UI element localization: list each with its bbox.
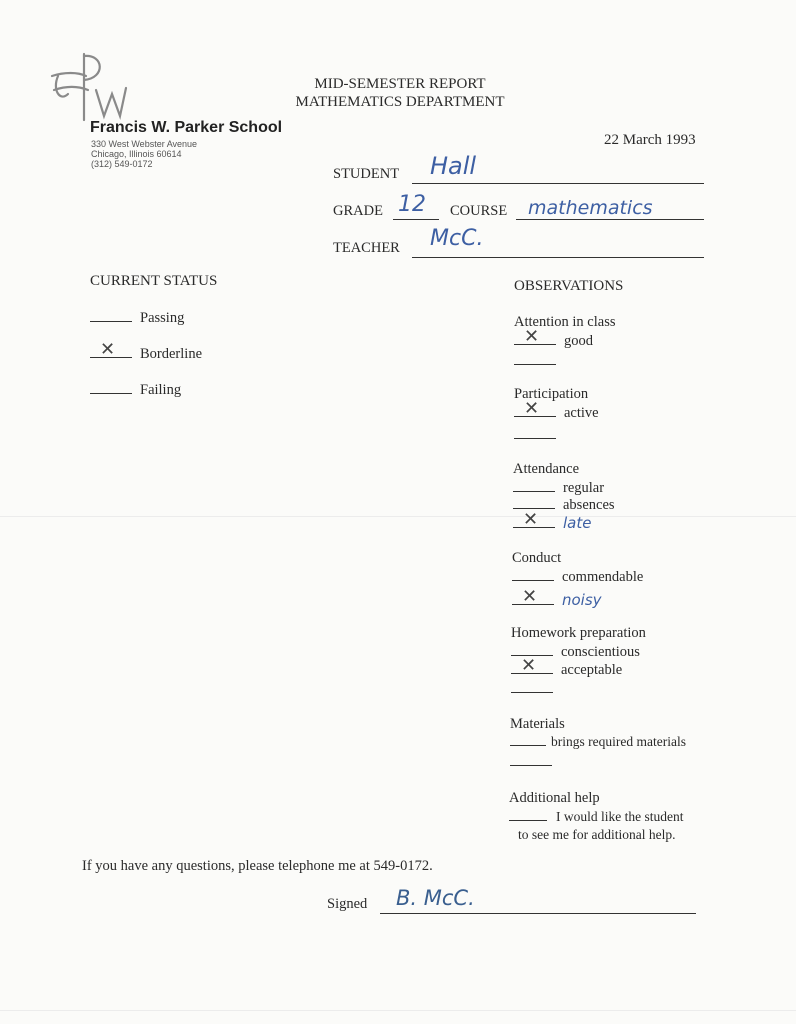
status-borderline-label: Borderline bbox=[140, 346, 203, 362]
conduct-noisy-written: noisy bbox=[562, 591, 602, 609]
school-logo-icon bbox=[44, 50, 130, 122]
status-passing bbox=[90, 310, 184, 327]
conduct-commendable bbox=[512, 569, 643, 586]
attention-good-check bbox=[514, 326, 556, 347]
materials-brings bbox=[510, 734, 686, 750]
participation-active-label: active bbox=[564, 405, 599, 421]
attendance-late-written: late bbox=[563, 514, 592, 532]
homework-acceptable bbox=[511, 655, 623, 679]
student-label: STUDENT bbox=[333, 166, 400, 182]
paper-fold bbox=[0, 1010, 796, 1011]
attention-title: Attention in class bbox=[514, 314, 616, 330]
report-date: 22 March 1993 bbox=[604, 132, 696, 148]
paper-fold bbox=[0, 516, 796, 517]
conduct-noisy bbox=[512, 586, 602, 610]
x-mark-icon: ✕ bbox=[522, 586, 538, 607]
attendance-regular-label: regular bbox=[563, 480, 605, 496]
help-line2: to see me for additional help. bbox=[518, 827, 676, 842]
x-mark-icon: ✕ bbox=[100, 339, 116, 360]
student-line bbox=[412, 183, 704, 184]
status-failing bbox=[90, 382, 181, 399]
course-line bbox=[516, 219, 704, 220]
help-line1 bbox=[509, 809, 683, 825]
x-mark-icon: ✕ bbox=[524, 326, 540, 347]
status-borderline-check bbox=[90, 339, 132, 360]
homework-acceptable-label: acceptable bbox=[561, 662, 623, 678]
attention-other-blank bbox=[514, 364, 556, 365]
teacher-value: McC. bbox=[430, 226, 484, 251]
course-label: COURSE bbox=[450, 203, 508, 219]
homework-other-blank bbox=[511, 692, 553, 693]
grade-label: GRADE bbox=[333, 203, 383, 219]
status-passing-blank bbox=[90, 319, 132, 322]
help-line1-label: I would like the student bbox=[556, 809, 684, 824]
help-blank bbox=[509, 818, 547, 821]
school-name: Francis W. Parker School bbox=[90, 119, 283, 136]
participation-title: Participation bbox=[514, 386, 589, 402]
conduct-commendable-label: commendable bbox=[562, 569, 644, 585]
signature-line bbox=[380, 913, 696, 914]
teacher-line bbox=[412, 257, 704, 258]
homework-title: Homework preparation bbox=[511, 625, 646, 641]
address-line-1: 330 West Webster Avenue bbox=[91, 139, 198, 149]
report-title: MID-SEMESTER REPORT bbox=[314, 76, 486, 92]
status-borderline bbox=[90, 339, 203, 363]
homework-acceptable-check bbox=[511, 655, 553, 676]
participation-active bbox=[514, 398, 599, 422]
materials-brings-blank bbox=[510, 743, 546, 746]
x-mark-icon: ✕ bbox=[523, 509, 539, 530]
grade-line bbox=[393, 219, 439, 220]
attendance-regular-blank bbox=[513, 489, 555, 492]
school-address bbox=[91, 139, 197, 169]
attendance-absences-label: absences bbox=[563, 497, 615, 513]
conduct-noisy-check bbox=[512, 586, 554, 607]
signature: B. McC. bbox=[396, 886, 475, 910]
attention-good-label: good bbox=[564, 333, 593, 349]
conduct-title: Conduct bbox=[512, 550, 562, 566]
status-passing-label: Passing bbox=[140, 310, 185, 326]
attendance-regular bbox=[513, 480, 604, 497]
materials-brings-label: brings required materials bbox=[551, 734, 686, 749]
observations-title: OBSERVATIONS bbox=[514, 278, 624, 294]
participation-other-blank bbox=[514, 438, 556, 439]
teacher-label: TEACHER bbox=[333, 240, 400, 256]
attendance-title: Attendance bbox=[513, 461, 580, 477]
department-title: MATHEMATICS DEPARTMENT bbox=[295, 94, 505, 110]
materials-other-blank bbox=[510, 765, 552, 766]
signed-label: Signed bbox=[327, 896, 368, 912]
x-mark-icon: ✕ bbox=[521, 655, 537, 676]
school-phone: (312) 549-0172 bbox=[91, 159, 153, 169]
help-title: Additional help bbox=[509, 790, 600, 806]
x-mark-icon: ✕ bbox=[524, 398, 540, 419]
attention-good bbox=[514, 326, 593, 350]
materials-title: Materials bbox=[510, 716, 565, 732]
attendance-late bbox=[513, 509, 592, 533]
status-failing-label: Failing bbox=[140, 382, 182, 398]
conduct-commendable-blank bbox=[512, 578, 554, 581]
status-failing-blank bbox=[90, 391, 132, 394]
questions-text: If you have any questions, please telephone me at 549-0172. bbox=[82, 858, 433, 874]
address-line-2: Chicago, Illinois 60614 bbox=[91, 149, 182, 159]
current-status-title: CURRENT STATUS bbox=[90, 273, 218, 289]
grade-value: 12 bbox=[398, 192, 426, 217]
homework-conscientious-label: conscientious bbox=[561, 644, 640, 660]
participation-active-check bbox=[514, 398, 556, 419]
course-value: mathematics bbox=[528, 197, 653, 219]
student-value: Hall bbox=[430, 152, 477, 180]
attendance-late-check bbox=[513, 509, 555, 530]
